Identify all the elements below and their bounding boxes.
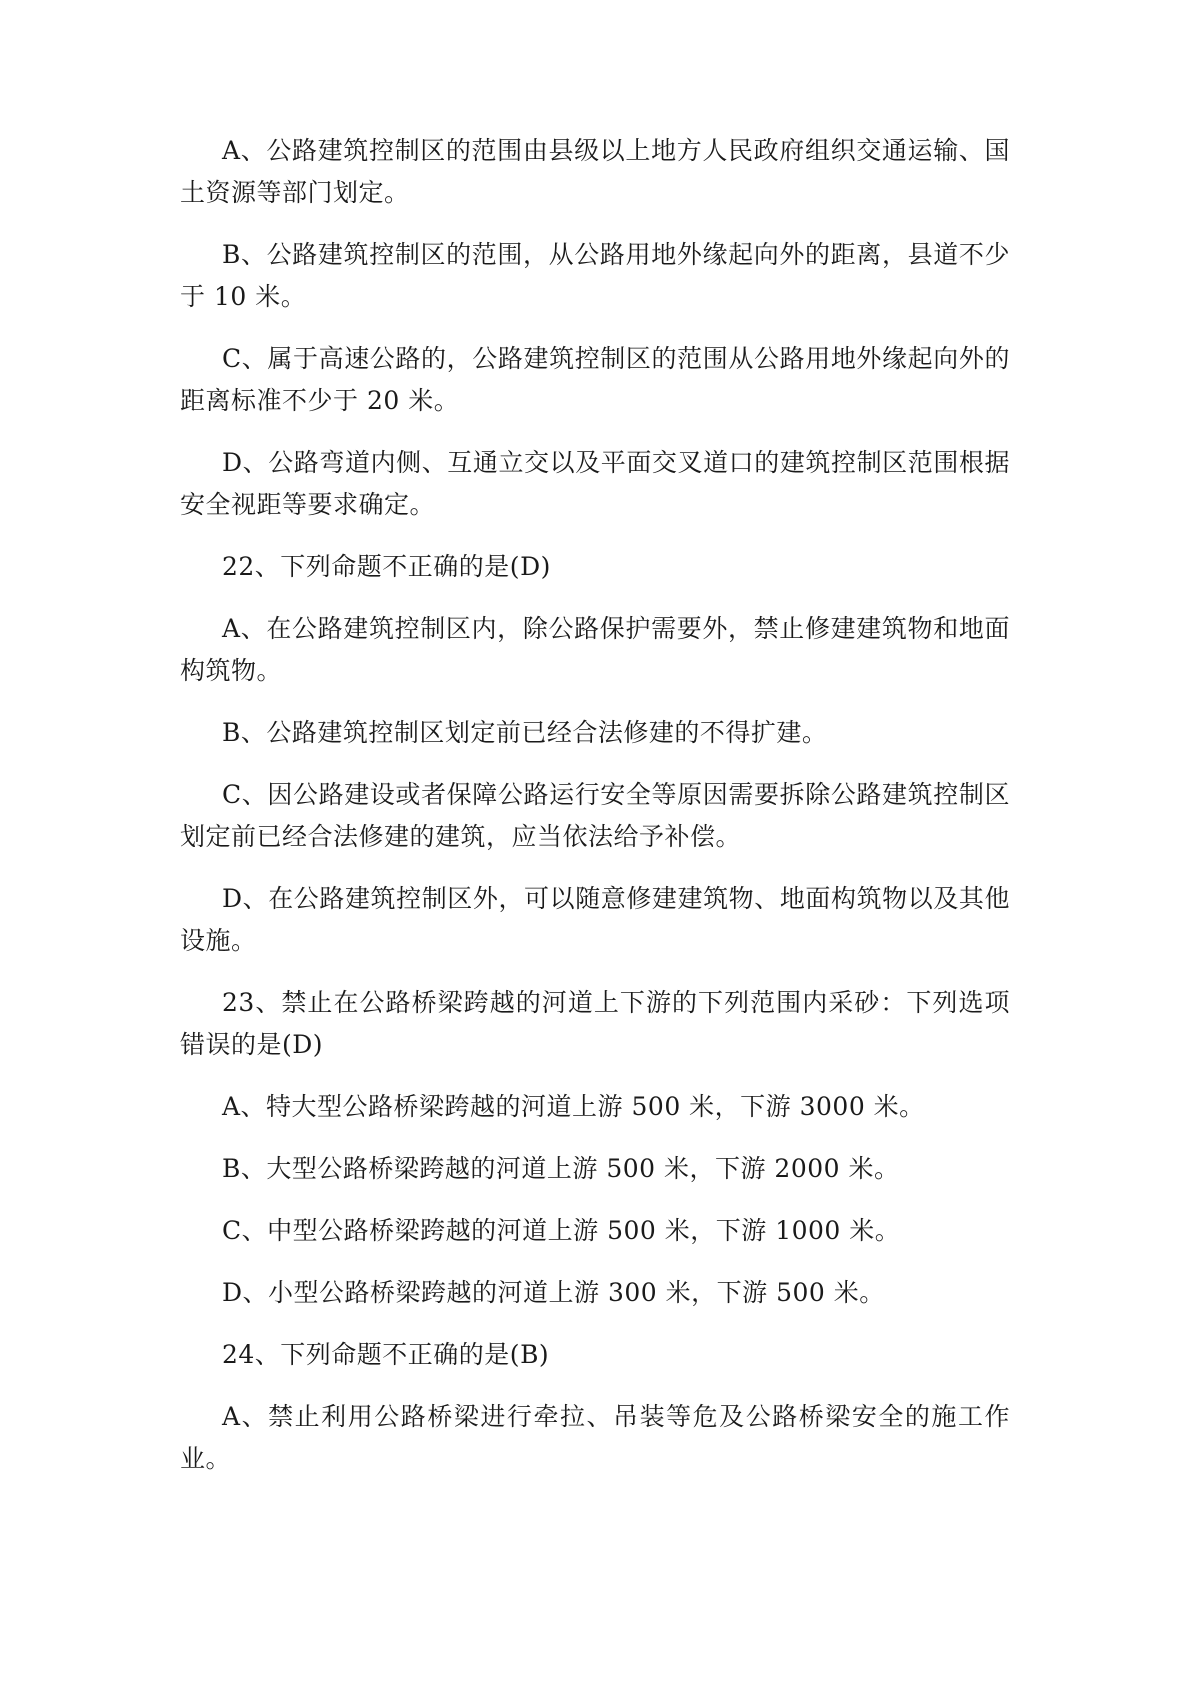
option-a-paragraph: A、在公路建筑控制区内，除公路保护需要外，禁止修建建筑物和地面构筑物。 — [180, 614, 1010, 685]
option-d-paragraph: D、公路弯道内侧、互通立交以及平面交叉道口的建筑控制区范围根据安全视距等要求确定。 — [180, 448, 1010, 519]
option-a-paragraph: A、禁止利用公路桥梁进行牵拉、吊装等危及公路桥梁安全的施工作业。 — [180, 1402, 1010, 1473]
document-page — [180, 130, 1010, 1500]
question-23-paragraph: 23、禁止在公路桥梁跨越的河道上下游的下列范围内采砂：下列选项错误的是(D) — [180, 988, 1010, 1059]
option-b-paragraph: B、大型公路桥梁跨越的河道上游 500 米，下游 2000 米。 — [222, 1154, 900, 1183]
option-b-paragraph: B、公路建筑控制区划定前已经合法修建的不得扩建。 — [222, 718, 828, 747]
question-24-paragraph: 24、下列命题不正确的是(B) — [222, 1340, 550, 1369]
question-22-paragraph: 22、下列命题不正确的是(D) — [222, 552, 551, 581]
option-b-paragraph: B、公路建筑控制区的范围，从公路用地外缘起向外的距离，县道不少于 10 米。 — [180, 240, 1010, 311]
option-c-paragraph: C、属于高速公路的，公路建筑控制区的范围从公路用地外缘起向外的距离标准不少于 20 米。 — [180, 344, 1010, 415]
option-d-paragraph: D、小型公路桥梁跨越的河道上游 300 米，下游 500 米。 — [222, 1278, 885, 1307]
option-a-paragraph: A、公路建筑控制区的范围由县级以上地方人民政府组织交通运输、国土资源等部门划定。 — [180, 136, 1010, 207]
option-a-paragraph: A、特大型公路桥梁跨越的河道上游 500 米，下游 3000 米。 — [222, 1092, 925, 1121]
option-c-paragraph: C、中型公路桥梁跨越的河道上游 500 米，下游 1000 米。 — [222, 1216, 901, 1245]
option-c-paragraph: C、因公路建设或者保障公路运行安全等原因需要拆除公路建筑控制区划定前已经合法修建的建筑，应当依法给予补偿。 — [180, 780, 1010, 851]
option-d-paragraph: D、在公路建筑控制区外，可以随意修建建筑物、地面构筑物以及其他设施。 — [180, 884, 1010, 955]
